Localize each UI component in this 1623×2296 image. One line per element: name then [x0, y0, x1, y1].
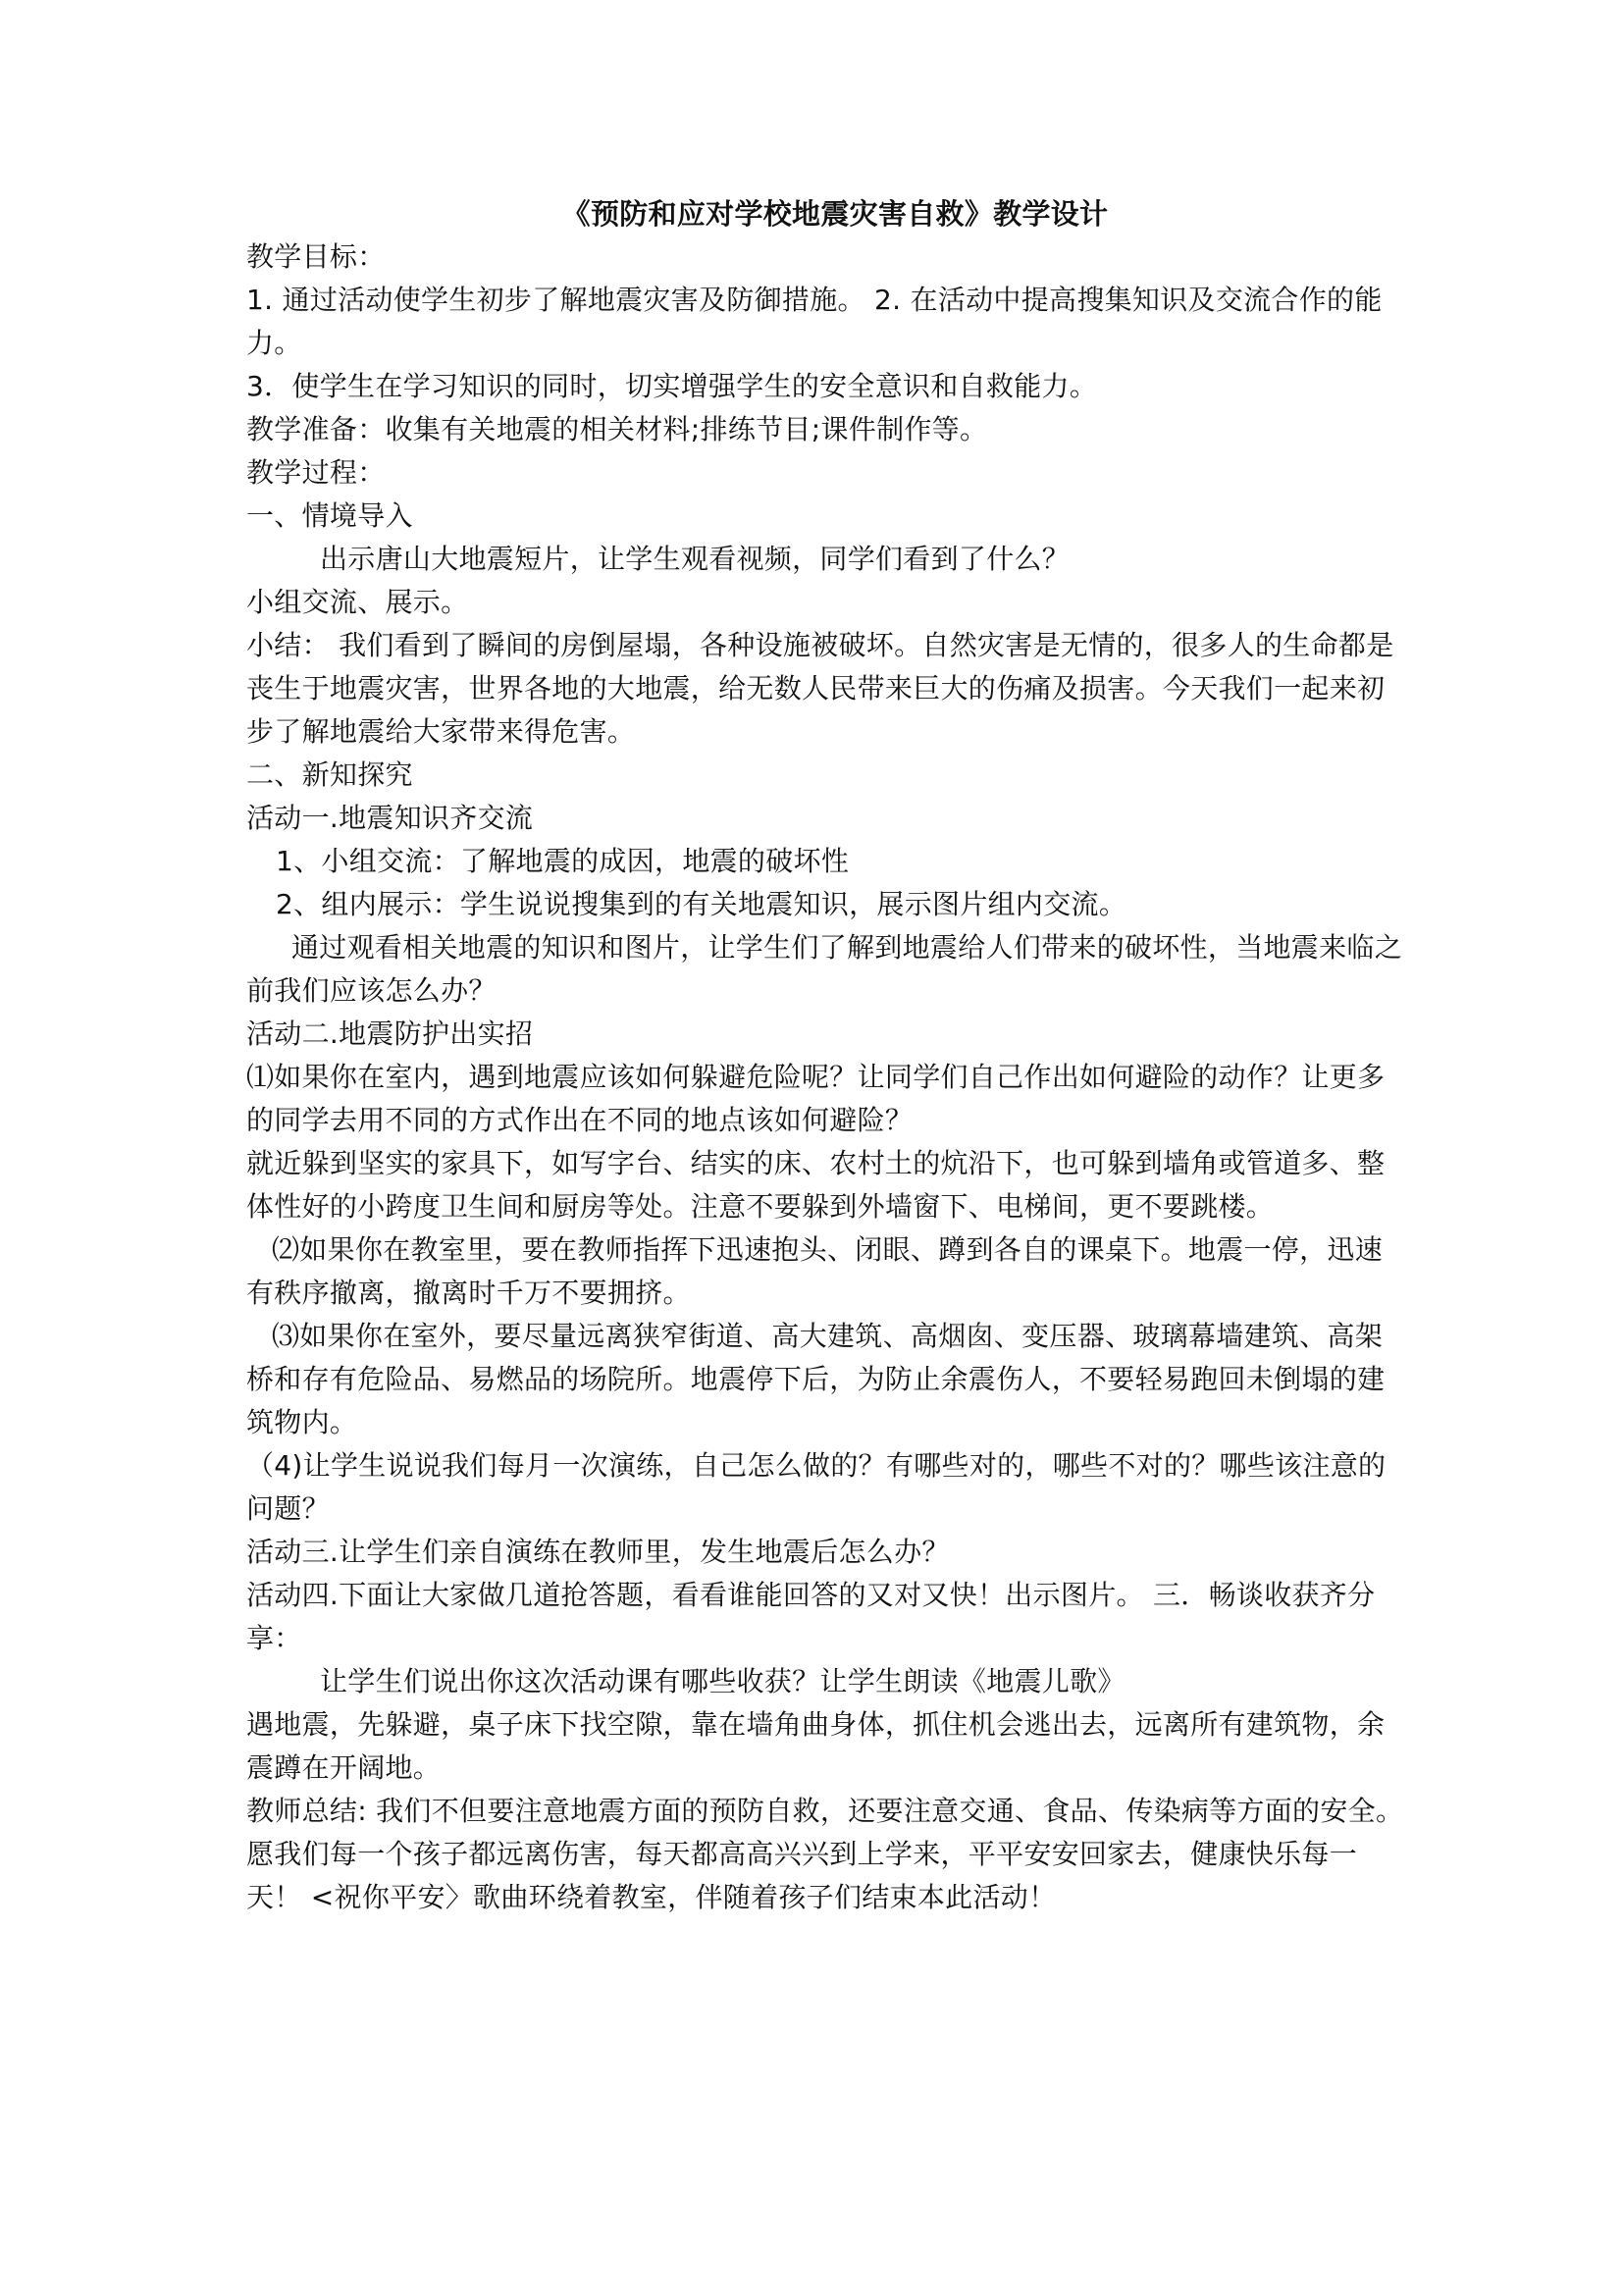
document-body	[246, 192, 1404, 1919]
teacher-summary-paragraph: 教师总结: 我们不但要注意地震方面的预防自救，还要注意交通、食品、传染病等方面的安全。愿我们每一个孩子都远离伤害，每天都高高兴兴到上学来，平平安安回家去，健康快乐每一天！ <祝你平安〉歌曲环绕着教室，伴随着孩子们结束本此活动！	[246, 1795, 1404, 1913]
activity-2-question-4: （4)让学生说说我们每月一次演练，自己怎么做的？有哪些对的，哪些不对的？哪些该注意的问题？	[246, 1449, 1387, 1525]
section-heading-2: 二、新知探究	[246, 758, 413, 791]
process-heading: 教学过程：	[246, 456, 386, 489]
activity-1-heading: 活动一.地震知识齐交流	[246, 802, 534, 834]
document-title: 《预防和应对学校地震灾害自救》教学设计	[561, 197, 1109, 231]
activity-2-answer-1: 就近躲到坚实的家具下，如写字台、结实的床、农村土的炕沿下，也可躲到墙角或管道多、整体性好的小跨度卫生间和厨房等处。注意不要躲到外墙窗下、电梯间，更不要跳楼。	[246, 1147, 1386, 1223]
song-paragraph: 遇地震，先躲避，桌子床下找空隙，靠在墙角曲身体，抓住机会逃出去，远离所有建筑物，余震蹲在开阔地。	[246, 1708, 1386, 1784]
activity-3-heading: 活动三.让学生们亲自演练在教师里，发生地震后怎么办？	[246, 1536, 950, 1568]
activity-2-question-3: ⑶如果你在室外，要尽量远离狭窄街道、高大建筑、高烟囱、变压器、玻璃幕墙建筑、高架桥和存有危险品、易燃品的场院所。地震停下后，为防止余震伤人，不要轻易跑回未倒塌的建筑物内。	[246, 1320, 1386, 1438]
activity-2-question-2: ⑵如果你在教室里，要在教师指挥下迅速抱头、闭眼、蹲到各自的课桌下。地震一停，迅速有秩序撤离，撤离时千万不要拥挤。	[246, 1233, 1384, 1309]
harvest-paragraph: 让学生们说出你这次活动课有哪些收获？让学生朗读《地震儿歌》	[320, 1665, 1126, 1697]
goals-heading: 教学目标：	[246, 240, 386, 273]
activity-1-transition: 通过观看相关地震的知识和图片，让学生们了解到地震给人们带来的破坏性，当地震来临之前我们应该怎么办？	[246, 931, 1403, 1007]
goals-paragraph-1-2: 1. 通过活动使学生初步了解地震灾害及防御措施。 2. 在活动中提高搜集知识及交流合作的能力。	[246, 284, 1383, 359]
activity-4-heading: 活动四.下面让大家做几道抢答题，看看谁能回答的又对又快！出示图片。 三．畅谈收获齐分享：	[246, 1579, 1376, 1654]
summary-paragraph: 小结： 我们看到了瞬间的房倒屋塌，各种设施被破坏。自然灾害是无情的，很多人的生命都是丧生于地震灾害，世界各地的大地震，给无数人民带来巨大的伤痛及损害。今天我们一起来初步了解地震给大家带来得危害。	[246, 629, 1394, 748]
section-heading-1: 一、情境导入	[246, 499, 413, 532]
preparation-paragraph: 教学准备：收集有关地震的相关材料;排练节目;课件制作等。	[246, 413, 988, 445]
activity-2-question-1: ⑴如果你在室内，遇到地震应该如何躲避危险呢？让同学们自己作出如何避险的动作？让更多的同学去用不同的方式作出在不同的地点该如何避险？	[246, 1061, 1386, 1136]
activity-1-item-2: 2、组内展示：学生说说搜集到的有关地震知识，展示图片组内交流。	[276, 888, 1127, 920]
activity-1-item-1: 1、小组交流：了解地震的成因，地震的破坏性	[276, 845, 850, 877]
group-share-paragraph: 小组交流、展示。	[246, 586, 469, 618]
activity-2-heading: 活动二.地震防护出实招	[246, 1018, 534, 1050]
goals-paragraph-3: 3．使学生在学习知识的同时，切实增强学生的安全意识和自救能力。	[246, 370, 1098, 402]
intro-video-paragraph: 出示唐山大地震短片，让学生观看视频，同学们看到了什么？	[320, 543, 1071, 575]
